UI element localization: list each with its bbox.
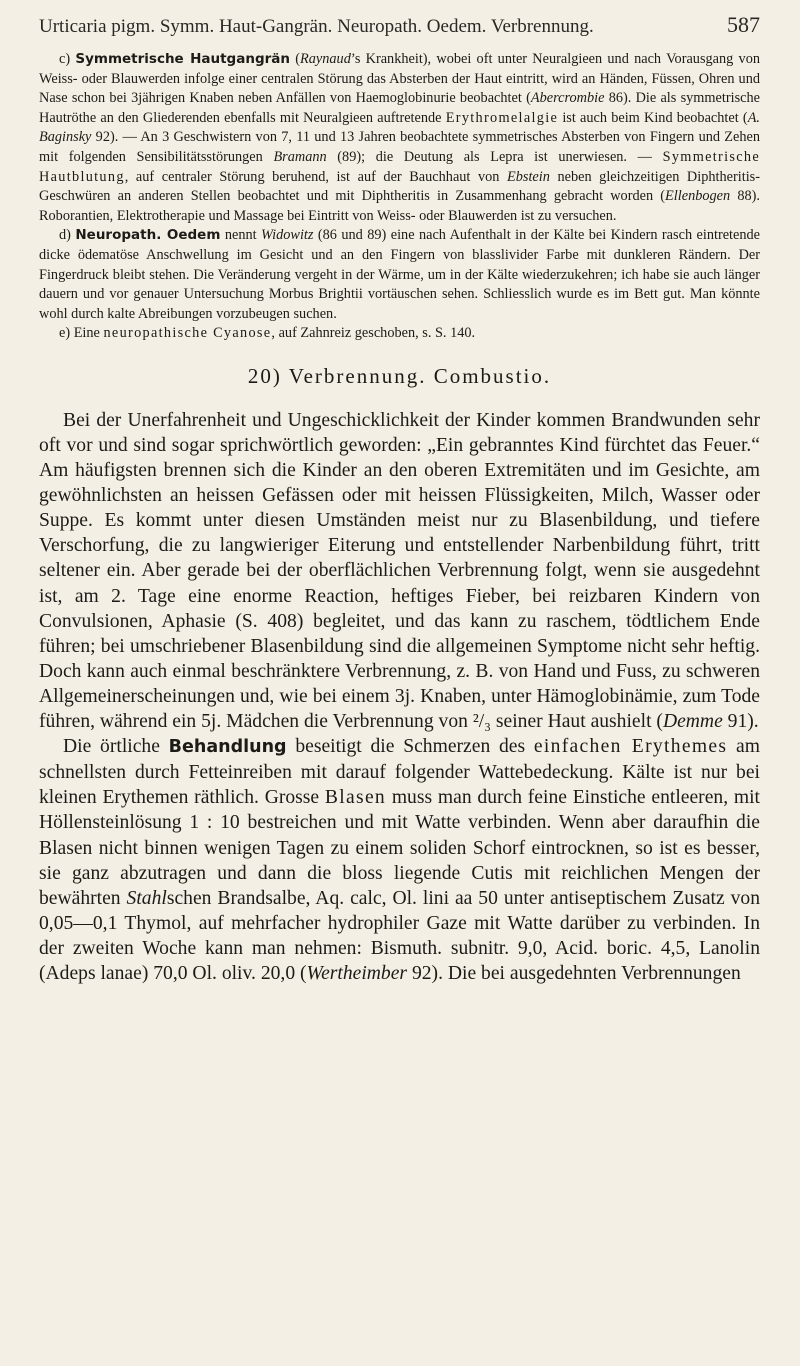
running-title: Urticaria pigm. Symm. Haut-Gangrän. Neuropath. Oedem. Verbrennung. — [39, 16, 594, 37]
term: Erythromelalgie — [445, 109, 559, 126]
author-ref: Bramann — [273, 148, 327, 165]
section-heading — [39, 364, 760, 389]
author-ref: Wertheimber — [306, 962, 408, 984]
author-ref: Demme — [662, 711, 723, 733]
author-ref: Widowitz — [261, 227, 314, 244]
paragraph-body-2: Die örtliche Behandlung beseitigt die Schmerzen des einfachen Erythemes am schnellsten durch Fetteinreiben mit darauf folgender Wattebedeckung. Kälte ist nur bei kleinen Erythemen räthlich. Grosse Blasen muss man durch feine Einstiche entleeren, mit Höllensteinlösung 1 : 10 bestreichen und mit Watte verbinden. Wenn aber daraufhin die Blasen nicht binnen wenigen Tagen zu einem soliden Schorf eintrocknen, so ist es besser, sie ganz abzutragen und dann die bloss liegende Cutis mit reichlichen Mengen der bewährten Stahlschen Brandsalbe, Aq. calc, Ol. lini aa 50 unter antiseptischem Zusatz von 0,05—0,1 Thymol, auf mehrfacher hydrophiler Gaze mit Watte darüber zu verbinden. In der zweiten Woche kann man nehmen: Bismuth. subnitr. 9,0, Acid. boric. 4,5, Lanolin (Adeps lanae) 70,0 Ol. oliv. 20,0 (Wertheimber 92). Die bei ausgedehnten Verbrennungen — [39, 736, 760, 984]
running-header — [39, 12, 760, 38]
fraction: ²/₃ — [472, 711, 491, 733]
section-number: 20) — [247, 363, 282, 388]
paragraph-e: e) Eine neuropathische Cyanose, auf Zahnreiz geschoben, s. S. 140. — [59, 325, 476, 342]
term: neuropathische Cyanose — [103, 325, 272, 342]
subheading-neuropath-oedem: Neuropath. Oedem — [75, 227, 221, 244]
author-ref: Raynaud — [300, 51, 351, 67]
term: einfachen Erythemes — [533, 736, 728, 758]
paragraph-c: c) Symmetrische Hautgangrän (Raynaud’s Krankheit), wobei oft unter Neuralgieen und nach Vorausgang von Weiss- oder Blauwerden infolge einer centralen Störung das Absterben der Haut eintritt, wird an Händen, Füssen, Ohren und Nase schon bei 3jährigen Knaben neben Anfällen von Haemoglobinurie beobachtet (Abercrombie 86). Die als symmetrische Hautröthe an den Gliederenden ebenfalls mit Neuralgieen auftretende Erythromelalgie ist auch beim Kind beobachtet (A. Baginsky 92). — An 3 Geschwistern von 7, 11 und 13 Jahren beobachtete symmetrisches Absterben von Fingern und Zehen mit folgenden Sensibilitätsstörungen Bramann (89); die Deutung als Lepra ist unerwiesen. — Symmetrische Hautblutung, auf centraler Störung beruhend, ist auf der Bauchhaut von Ebstein neben gleichzeitigen Diphtheritis-Geschwüren an anderen Stellen beobachtet und mit Diphtheritis in Zusammenhang gebracht worden (Ellenbogen 88). Roborantien, Elektrotherapie und Massage bei Eintritt von Weiss- oder Blauwerden ist zu versuchen. — [39, 51, 760, 224]
paragraph-d: d) Neuropath. Oedem nennt Widowitz (86 und 89) eine nach Aufenthalt in der Kälte bei Kindern rasch eintretende dicke ödematöse Anschwellung im Gesicht und an den Fingern von blasslivider Farbe mit dunkleren Rändern. Der Fingerdruck bleibt stehen. Die Veränderung vergeht in der Wärme, um in der Kälte wiederzukehren; ich habe sie auch länger dauern und vor genauer Untersuchung Morbus Brightii vortäuschen sehen. Schliesslich wurde es im Bett gut. Man könnte wohl durch kalte Abreibungen vorzubeugen suchen. — [39, 227, 761, 322]
author-ref: A. Baginsky — [39, 109, 760, 146]
item-label: c) — [59, 51, 71, 67]
item-label: d) — [59, 227, 71, 244]
term: Blasen — [324, 787, 387, 809]
term: Symmetrische Hautblutung — [39, 148, 760, 185]
section-title: Verbrennung. Combustio. — [288, 363, 552, 388]
subheading-behandlung: Behandlung — [168, 737, 287, 758]
author-ref: Abercrombie — [530, 90, 605, 107]
author-ref: Ellenbogen — [665, 188, 731, 205]
paragraph-body-1: Bei der Unerfahrenheit und Ungeschicklichkeit der Kinder kommen Brandwunden sehr oft vor und sind sogar sprichwörtlich geworden: „Ein gebranntes Kind fürchtet das Feuer.“ Am häufigsten brennen sich die Kinder an den oberen Extremitäten und im Gesichte, am gewöhnlichsten an heissen Gefässen oder mit heissen Flüssigkeiten, Milch, Wasser oder Suppe. Es kommt unter diesen Umständen meist nur zu Blasenbildung, und tiefere Verschorfung, die zu langwieriger Eiterung und entstellender Narbenbildung führt, tritt seltener ein. Aber gerade bei der oberflächlichen Verbrennung folgt, wenn sie ausgedehnt ist, am 2. Tage eine enorme Reaction, heftiges Fieber, bei reizbaren Kindern von Convulsionen, Aphasie (S. 408) begleitet, und das kann zu raschem, tödtlichem Ende führen; bei umschriebener Blasenbildung sind die allgemeinen Symptome nicht sehr heftig. Doch kann auch einmal beschränktere Verbrennung, z. B. von Hand und Fuss, zu schweren Allgemeinerscheinungen und, wie bei einem 3j. Knaben, unter Hämoglobinämie, zum Tode führen, während ein 5j. Mädchen die Verbrennung von ²/₃ seiner Haut aushielt (Demme 91). — [39, 409, 760, 733]
page-number: 587 — [727, 12, 760, 37]
item-label: e) — [59, 325, 71, 342]
author-ref: Stahl — [126, 887, 167, 909]
author-ref: Ebstein — [507, 168, 550, 185]
subheading-symmetrische-hautgangraen: Symmetrische Hautgangrän — [75, 51, 290, 67]
subsection-block — [39, 50, 760, 344]
main-text — [39, 408, 760, 986]
